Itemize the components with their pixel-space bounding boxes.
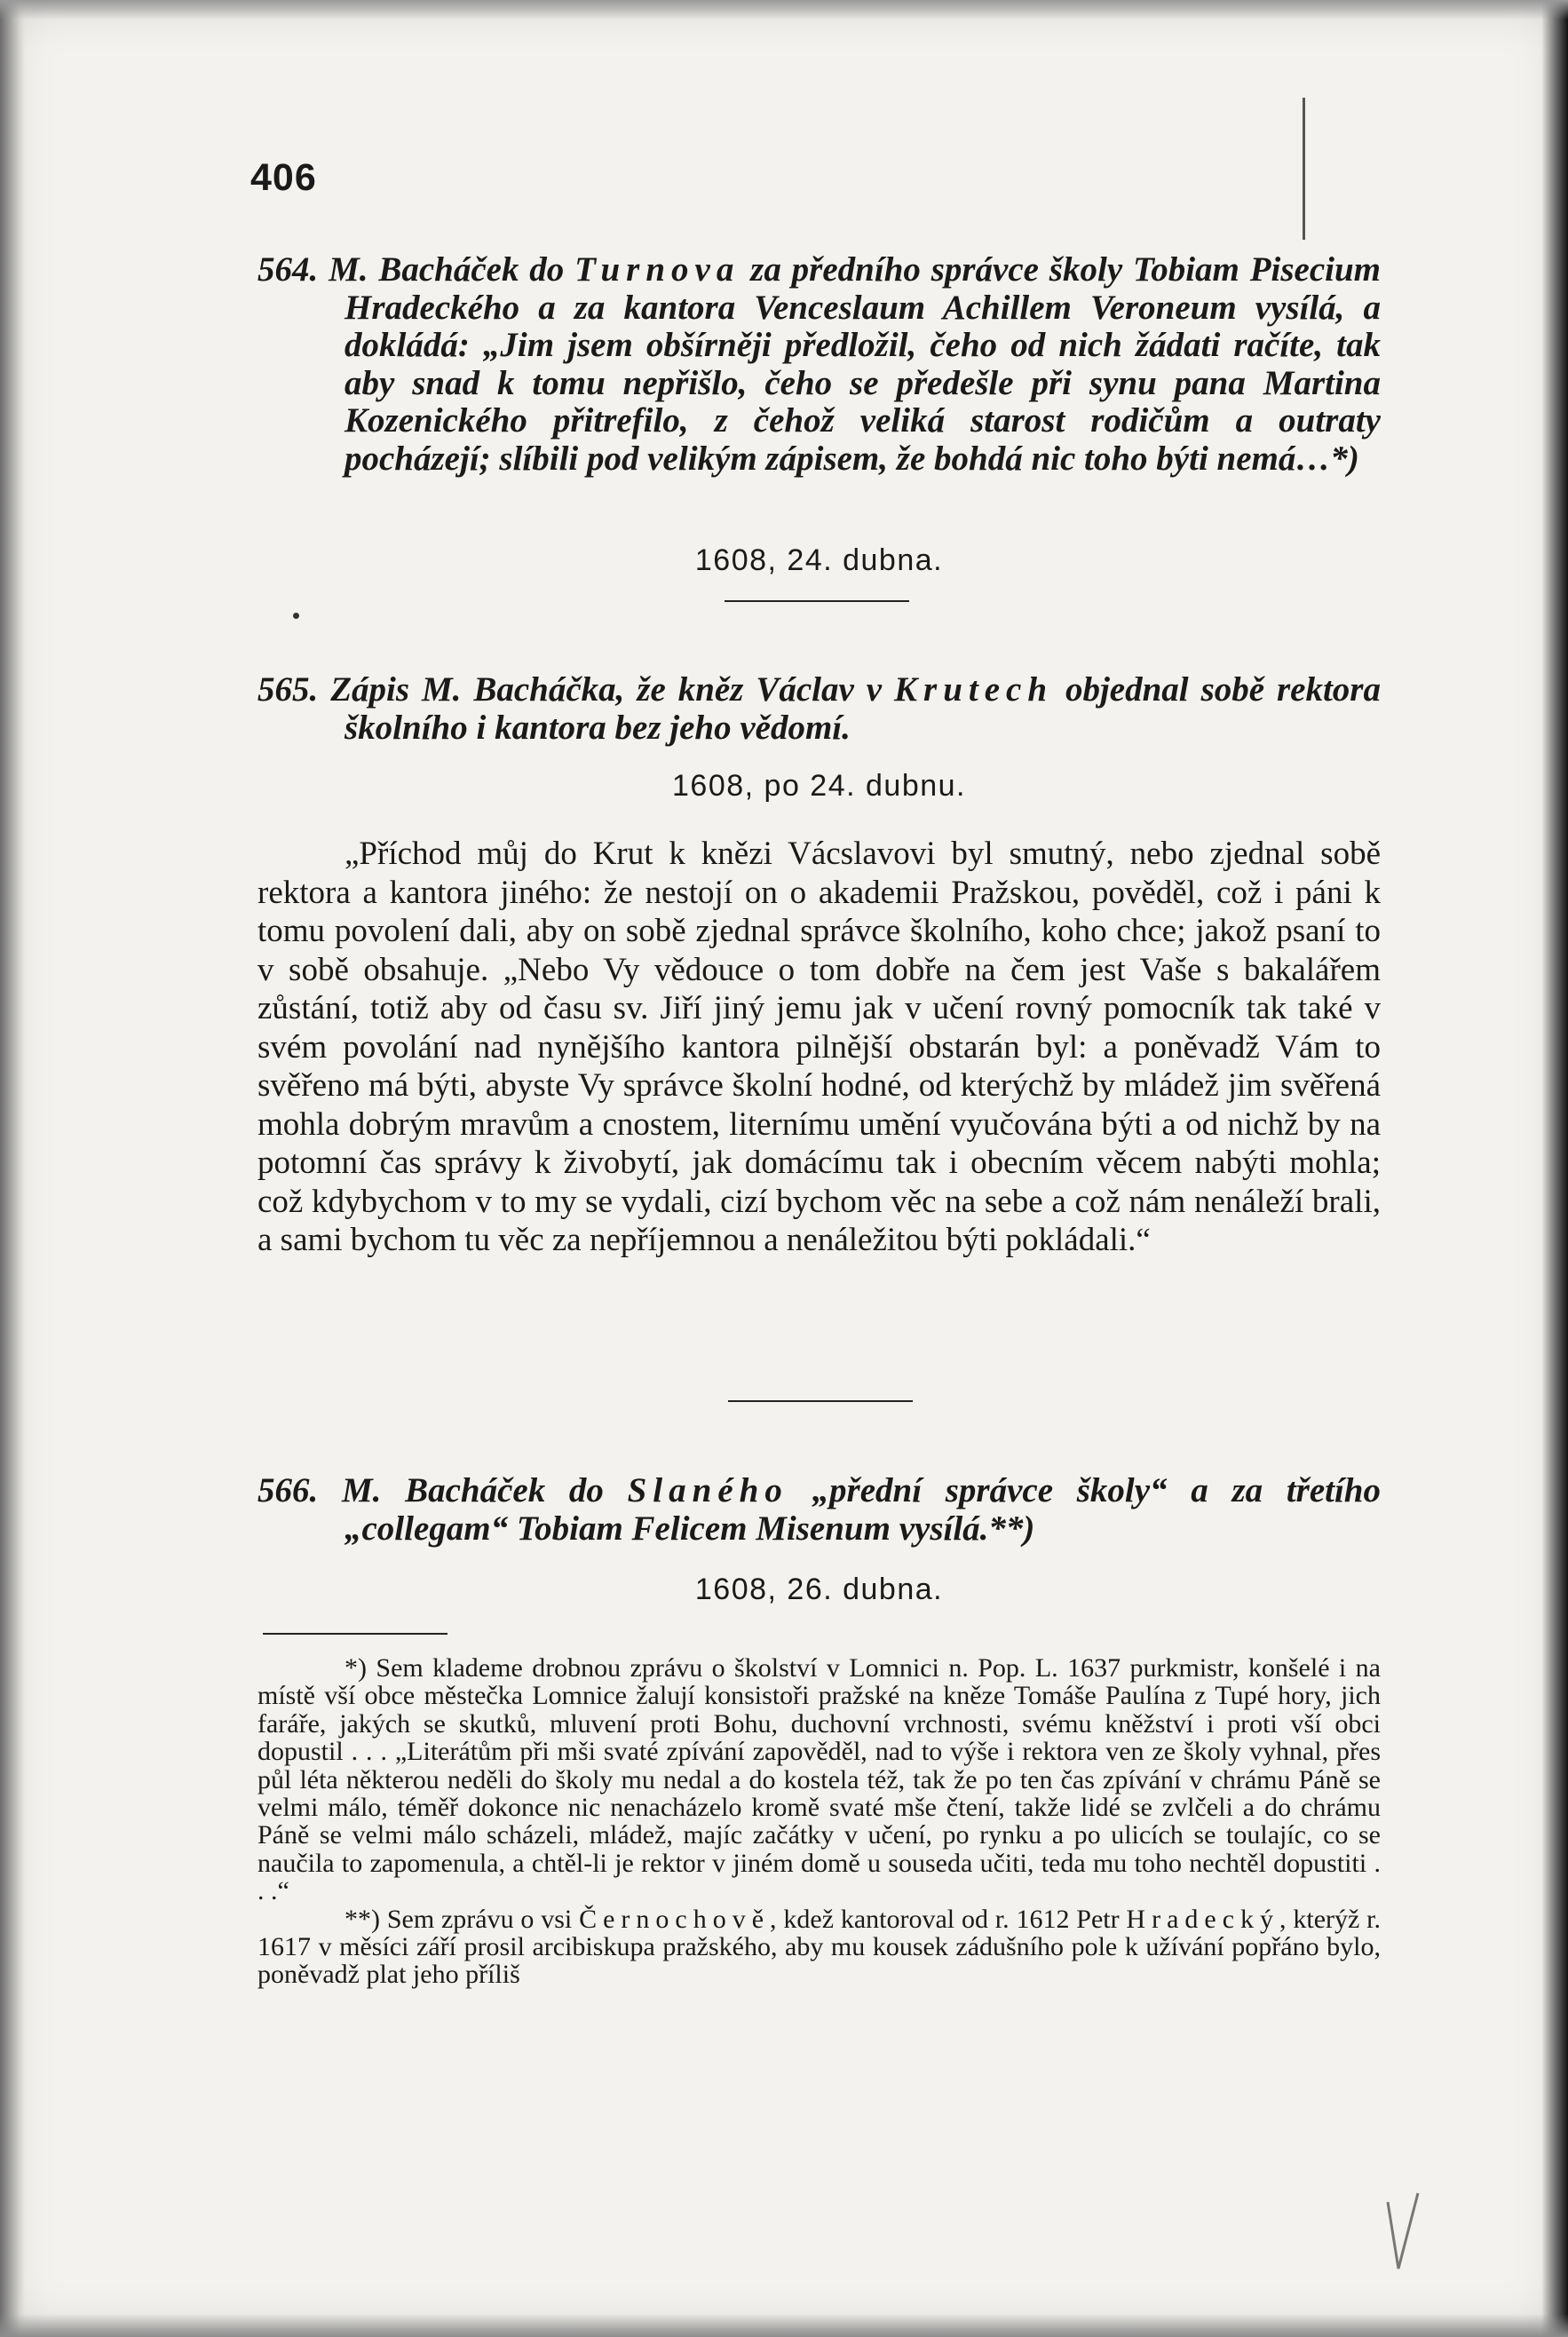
footnote-2-place: Černochově bbox=[579, 1904, 771, 1934]
footnote-2 bbox=[257, 1905, 1381, 1989]
page-number: 406 bbox=[250, 156, 317, 199]
page-edge-top bbox=[0, 0, 1568, 20]
page-edge-bottom bbox=[0, 2314, 1568, 2337]
footnote-2-b: , kdež kantoroval od r. 1612 Petr bbox=[770, 1904, 1127, 1934]
entry-566-number: 566. bbox=[257, 1471, 319, 1509]
entry-566-heading-a: M. Bacháček do bbox=[341, 1471, 628, 1509]
entry-564-number: 564. bbox=[257, 250, 319, 289]
entry-565-date: 1608, po 24. dubnu. bbox=[672, 769, 966, 803]
section-divider bbox=[725, 600, 909, 602]
entry-565-body: „Příchod můj do Krut k knězi Vácslavovi byl smutný, nebo zjednal sobě rektora a kantora jiného: že nestojí on o akademii Pražskou, pověděl, což i páni k tomu povolení dali, aby on sobě zjednal správce školního, koho chce; jakož psaní to v sobě obsahuje. „Nebo Vy vědouce o tom dobře na čem jest Vaše s bakalářem zůstání, totiž aby od času sv. Jiří jiný jemu jak v učení rovný pomocník tak také v svém povolání nad nynějšího kantora pilnější obstarán byl: a poněvadž Vám to svěřeno má býti, abyste Vy správce školní hodné, od kterýchž by mládež jim svěřená mohla dobrým mravům a cnostem, liternímu umění vyučována býti a od nichž by na potomní čas správy k živobytí, jak domácímu tak i obecním věcem nabýti mohla; což kdybychom v to my se vydali, cizí bychom věc na sebe a což nám nenáleží brali, a sami bychom tu věc za nepříjemnou a nenáležitou býti pokládali.“ bbox=[257, 836, 1381, 1258]
footnotes bbox=[257, 1654, 1381, 1989]
entry-565-place: Krutech bbox=[894, 670, 1054, 709]
footnote-1: *) Sem klademe drobnou zprávu o školství v Lomnici n. Pop. L. 1637 purkmistr, konšelé i na místě vší obce městečka Lomnice žalují konsistoři pražské na kněze Tomáše Paulína z Tupé hory, jich faráře, jakých se skutků, mluvení proti Bohu, duchovní vrchnosti, svému kněžství i proti vší obci dopustil . . . „Literátům při mši svaté zpívání zapověděl, nad to výše i rektora ven ze školy vyhnal, přes půl léta některou neděli do školy mu nedal a do kostela též, tak že po ten čas zpívání v chrámu Páně se velmi málo, téměř dokonce nic nenacházelo kromě svaté mše čtení, takže lidé se zvlčeli a do chrámu Páně se velmi málo scházeli, mládež, majíc začátky v učení, po rynku a po ulicích se toulajíc, co se naučila to zapomenula, a chtěl-li je rektor v jiném domě u souseda učiti, teda mu toho nechtěl dopustiti . . .“ bbox=[257, 1653, 1381, 1906]
page-edge-left bbox=[0, 0, 25, 2337]
section-divider bbox=[728, 1400, 913, 1402]
footnote-2-a: **) Sem zprávu o vsi bbox=[344, 1904, 580, 1934]
pencil-stroke bbox=[1388, 2193, 1418, 2269]
entry-564-date: 1608, 24. dubna. bbox=[694, 543, 944, 577]
entry-564-place: Turnova bbox=[574, 250, 740, 289]
entry-565-number: 565. bbox=[257, 670, 319, 709]
entry-565-heading bbox=[257, 671, 1381, 747]
margin-mark bbox=[1303, 98, 1305, 240]
page-edge-right bbox=[1541, 0, 1568, 2337]
footnote-2-name: Hradecký bbox=[1126, 1904, 1280, 1934]
entry-564-heading-b: za předního správce školy Tobiam Pisecium Hradeckého a za kantora Venceslaum Achillem Veroneum vysílá, a dokládá: „Jim jsem obšírněji předložil, čeho od nich žádati račíte, tak aby snad k tomu nepřišlo, čeho se předešle při synu pana Martina Kozenického přitrefilo, z čehož veliká starost rodičům a outraty pocházejí; slíbili pod velikým zápisem, že bohdá nic toho býti nemá…*) bbox=[344, 250, 1382, 478]
entry-564-heading bbox=[257, 251, 1381, 478]
footnote-separator bbox=[263, 1633, 447, 1635]
entry-566-place: Slaného bbox=[627, 1471, 788, 1509]
entry-566-heading-b: „přední správce školy“ a za třetího „collegam“ Tobiam Felicem Misenum vysílá.**) bbox=[344, 1471, 1381, 1548]
ink-speck bbox=[293, 613, 299, 619]
entry-566-date: 1608, 26. dubna. bbox=[694, 1573, 944, 1606]
footnote-2-c: , kterýž r. 1617 v měsíci září prosil arcibiskupa pražského, aby mu kousek zádušního pole k užívání popřáno bylo, poněvadž plat jeho příliš bbox=[257, 1904, 1381, 1990]
pencil-mark bbox=[1372, 2184, 1434, 2282]
entry-565-heading-a: Zápis M. Bacháčka, že kněz Václav v bbox=[330, 670, 894, 709]
entry-565-heading-b: objednal sobě rektora školního i kantora bez jeho vědomí. bbox=[344, 670, 1381, 747]
entry-564-heading-a: M. Bacháček do bbox=[329, 250, 575, 289]
entry-566-heading bbox=[257, 1472, 1381, 1548]
